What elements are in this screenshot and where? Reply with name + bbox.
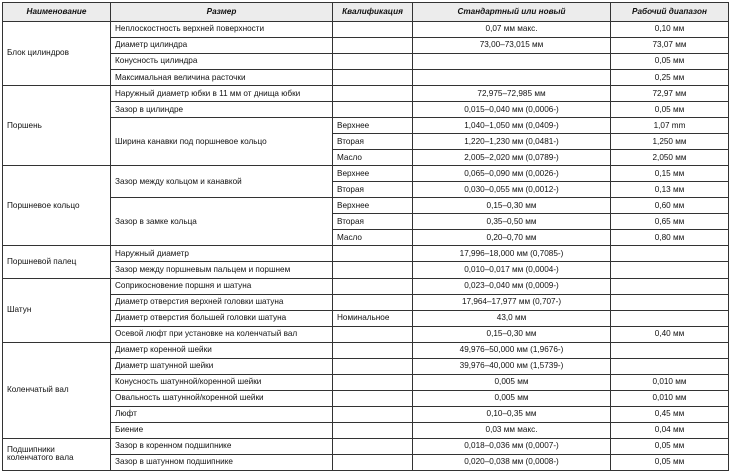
qualification-cell	[333, 406, 413, 422]
qualification-cell: Вторая	[333, 182, 413, 198]
standard-cell: 1,040–1,050 мм (0,0409-)	[413, 118, 611, 134]
standard-cell: 0,07 мм макс.	[413, 22, 611, 38]
standard-cell: 0,010–0,017 мм (0,0004-)	[413, 262, 611, 278]
qualification-cell	[333, 54, 413, 70]
size-cell: Наружный диаметр	[111, 246, 333, 262]
table-row	[3, 390, 729, 406]
qualification-cell	[333, 262, 413, 278]
table-row	[3, 422, 729, 438]
standard-cell: 1,220–1,230 мм (0,0481-)	[413, 134, 611, 150]
table-row	[3, 22, 729, 38]
qualification-cell	[333, 246, 413, 262]
working-range-cell	[611, 358, 729, 374]
working-range-cell: 0,60 мм	[611, 198, 729, 214]
working-range-cell: 0,05 мм	[611, 438, 729, 454]
size-cell: Диаметр цилиндра	[111, 38, 333, 54]
standard-cell: 0,20–0,70 мм	[413, 230, 611, 246]
size-cell: Зазор в цилиндре	[111, 102, 333, 118]
standard-cell: 0,03 мм макс.	[413, 422, 611, 438]
component-name: Поршневое кольцо	[3, 166, 111, 246]
header-qualification: Квалификация	[333, 3, 413, 22]
working-range-cell	[611, 262, 729, 278]
table-row	[3, 246, 729, 262]
standard-cell	[413, 70, 611, 86]
qualification-cell	[333, 22, 413, 38]
qualification-cell: Номинальное	[333, 310, 413, 326]
size-cell: Диаметр отверстия большей головки шатуна	[111, 310, 333, 326]
size-cell: Зазор в шатунном подшипнике	[111, 454, 333, 470]
working-range-cell: 73,07 мм	[611, 38, 729, 54]
header-standard: Стандартный или новый	[413, 3, 611, 22]
component-name: Шатун	[3, 278, 111, 342]
table-row	[3, 70, 729, 86]
size-cell: Конусность шатунной/коренной шейки	[111, 374, 333, 390]
qualification-cell	[333, 294, 413, 310]
size-cell: Неплоскостность верхней поверхности	[111, 22, 333, 38]
working-range-cell: 72,97 мм	[611, 86, 729, 102]
size-cell: Зазор в замке кольца	[111, 198, 333, 246]
standard-cell: 0,15–0,30 мм	[413, 326, 611, 342]
qualification-cell: Вторая	[333, 134, 413, 150]
size-cell: Биение	[111, 422, 333, 438]
standard-cell: 2,005–2,020 мм (0,0789-)	[413, 150, 611, 166]
table-row	[3, 438, 729, 454]
size-cell: Конусность цилиндра	[111, 54, 333, 70]
working-range-cell: 2,050 мм	[611, 150, 729, 166]
table-row	[3, 102, 729, 118]
table-row	[3, 166, 729, 182]
size-cell: Зазор в коренном подшипнике	[111, 438, 333, 454]
qualification-cell	[333, 278, 413, 294]
qualification-cell	[333, 102, 413, 118]
table-body	[3, 22, 729, 471]
working-range-cell	[611, 278, 729, 294]
size-cell: Овальность шатунной/коренной шейки	[111, 390, 333, 406]
working-range-cell: 0,80 мм	[611, 230, 729, 246]
table-row	[3, 406, 729, 422]
standard-cell: 0,005 мм	[413, 374, 611, 390]
size-cell: Осевой люфт при установке на коленчатый вал	[111, 326, 333, 342]
working-range-cell: 0,25 мм	[611, 70, 729, 86]
standard-cell: 17,996–18,000 мм (0,7085-)	[413, 246, 611, 262]
table-row	[3, 294, 729, 310]
size-cell: Соприкосновение поршня и шатуна	[111, 278, 333, 294]
table-row	[3, 86, 729, 102]
size-cell: Максимальная величина расточки	[111, 70, 333, 86]
table-row	[3, 326, 729, 342]
qualification-cell	[333, 358, 413, 374]
spec-table	[2, 2, 729, 471]
standard-cell	[413, 54, 611, 70]
component-name: Коленчатый вал	[3, 342, 111, 438]
working-range-cell: 0,05 мм	[611, 54, 729, 70]
table-row	[3, 118, 729, 134]
qualification-cell	[333, 86, 413, 102]
size-cell: Зазор между кольцом и канавкой	[111, 166, 333, 198]
working-range-cell: 0,65 мм	[611, 214, 729, 230]
qualification-cell: Масло	[333, 230, 413, 246]
working-range-cell: 0,04 мм	[611, 422, 729, 438]
qualification-cell	[333, 422, 413, 438]
qualification-cell	[333, 70, 413, 86]
working-range-cell: 0,10 мм	[611, 22, 729, 38]
qualification-cell	[333, 438, 413, 454]
standard-cell: 0,15–0,30 мм	[413, 198, 611, 214]
working-range-cell: 0,05 мм	[611, 102, 729, 118]
size-cell: Наружный диаметр юбки в 11 мм от днища юбки	[111, 86, 333, 102]
standard-cell: 0,065–0,090 мм (0,0026-)	[413, 166, 611, 182]
working-range-cell: 0,15 мм	[611, 166, 729, 182]
standard-cell: 39,976–40,000 мм (1,5739-)	[413, 358, 611, 374]
standard-cell: 0,020–0,038 мм (0,0008-)	[413, 454, 611, 470]
size-cell: Люфт	[111, 406, 333, 422]
table-row	[3, 278, 729, 294]
standard-cell: 17,964–17,977 мм (0,707-)	[413, 294, 611, 310]
qualification-cell	[333, 454, 413, 470]
size-cell: Диаметр шатунной шейки	[111, 358, 333, 374]
component-name: Подшипники коленчатого вала	[3, 438, 111, 470]
qualification-cell: Верхнее	[333, 118, 413, 134]
qualification-cell	[333, 342, 413, 358]
working-range-cell: 1,07 mm	[611, 118, 729, 134]
header-name: Наименование	[3, 3, 111, 22]
qualification-cell: Верхнее	[333, 166, 413, 182]
standard-cell: 0,023–0,040 мм (0,0009-)	[413, 278, 611, 294]
component-name: Блок цилиндров	[3, 22, 111, 86]
qualification-cell	[333, 38, 413, 54]
header-size: Размер	[111, 3, 333, 22]
standard-cell: 0,030–0,055 мм (0,0012-)	[413, 182, 611, 198]
table-row	[3, 310, 729, 326]
header-working-range: Рабочий диапазон	[611, 3, 729, 22]
size-cell: Зазор между поршневым пальцем и поршнем	[111, 262, 333, 278]
table-row	[3, 198, 729, 214]
table-row	[3, 38, 729, 54]
working-range-cell: 0,010 мм	[611, 390, 729, 406]
header-row	[3, 3, 729, 22]
size-cell: Ширина канавки под поршневое кольцо	[111, 118, 333, 166]
working-range-cell: 0,45 мм	[611, 406, 729, 422]
qualification-cell	[333, 374, 413, 390]
table-row	[3, 342, 729, 358]
qualification-cell: Вторая	[333, 214, 413, 230]
qualification-cell	[333, 390, 413, 406]
standard-cell: 0,35–0,50 мм	[413, 214, 611, 230]
standard-cell: 73,00–73,015 мм	[413, 38, 611, 54]
standard-cell: 0,015–0,040 мм (0,0006-)	[413, 102, 611, 118]
table-row	[3, 358, 729, 374]
table-header	[3, 3, 729, 22]
table-row	[3, 262, 729, 278]
table-row	[3, 54, 729, 70]
standard-cell: 0,10–0,35 мм	[413, 406, 611, 422]
size-cell: Диаметр отверстия верхней головки шатуна	[111, 294, 333, 310]
standard-cell: 0,018–0,036 мм (0,0007-)	[413, 438, 611, 454]
qualification-cell	[333, 326, 413, 342]
table-row	[3, 454, 729, 470]
working-range-cell	[611, 294, 729, 310]
qualification-cell: Верхнее	[333, 198, 413, 214]
standard-cell: 43,0 мм	[413, 310, 611, 326]
component-name: Поршень	[3, 86, 111, 166]
component-name: Поршневой палец	[3, 246, 111, 278]
standard-cell: 0,005 мм	[413, 390, 611, 406]
working-range-cell: 1,250 мм	[611, 134, 729, 150]
working-range-cell: 0,05 мм	[611, 454, 729, 470]
working-range-cell	[611, 342, 729, 358]
table-row	[3, 374, 729, 390]
working-range-cell	[611, 246, 729, 262]
qualification-cell: Масло	[333, 150, 413, 166]
working-range-cell: 0,13 мм	[611, 182, 729, 198]
working-range-cell	[611, 310, 729, 326]
size-cell: Диаметр коренной шейки	[111, 342, 333, 358]
working-range-cell: 0,010 мм	[611, 374, 729, 390]
standard-cell: 49,976–50,000 мм (1,9676-)	[413, 342, 611, 358]
standard-cell: 72,975–72,985 мм	[413, 86, 611, 102]
working-range-cell: 0,40 мм	[611, 326, 729, 342]
